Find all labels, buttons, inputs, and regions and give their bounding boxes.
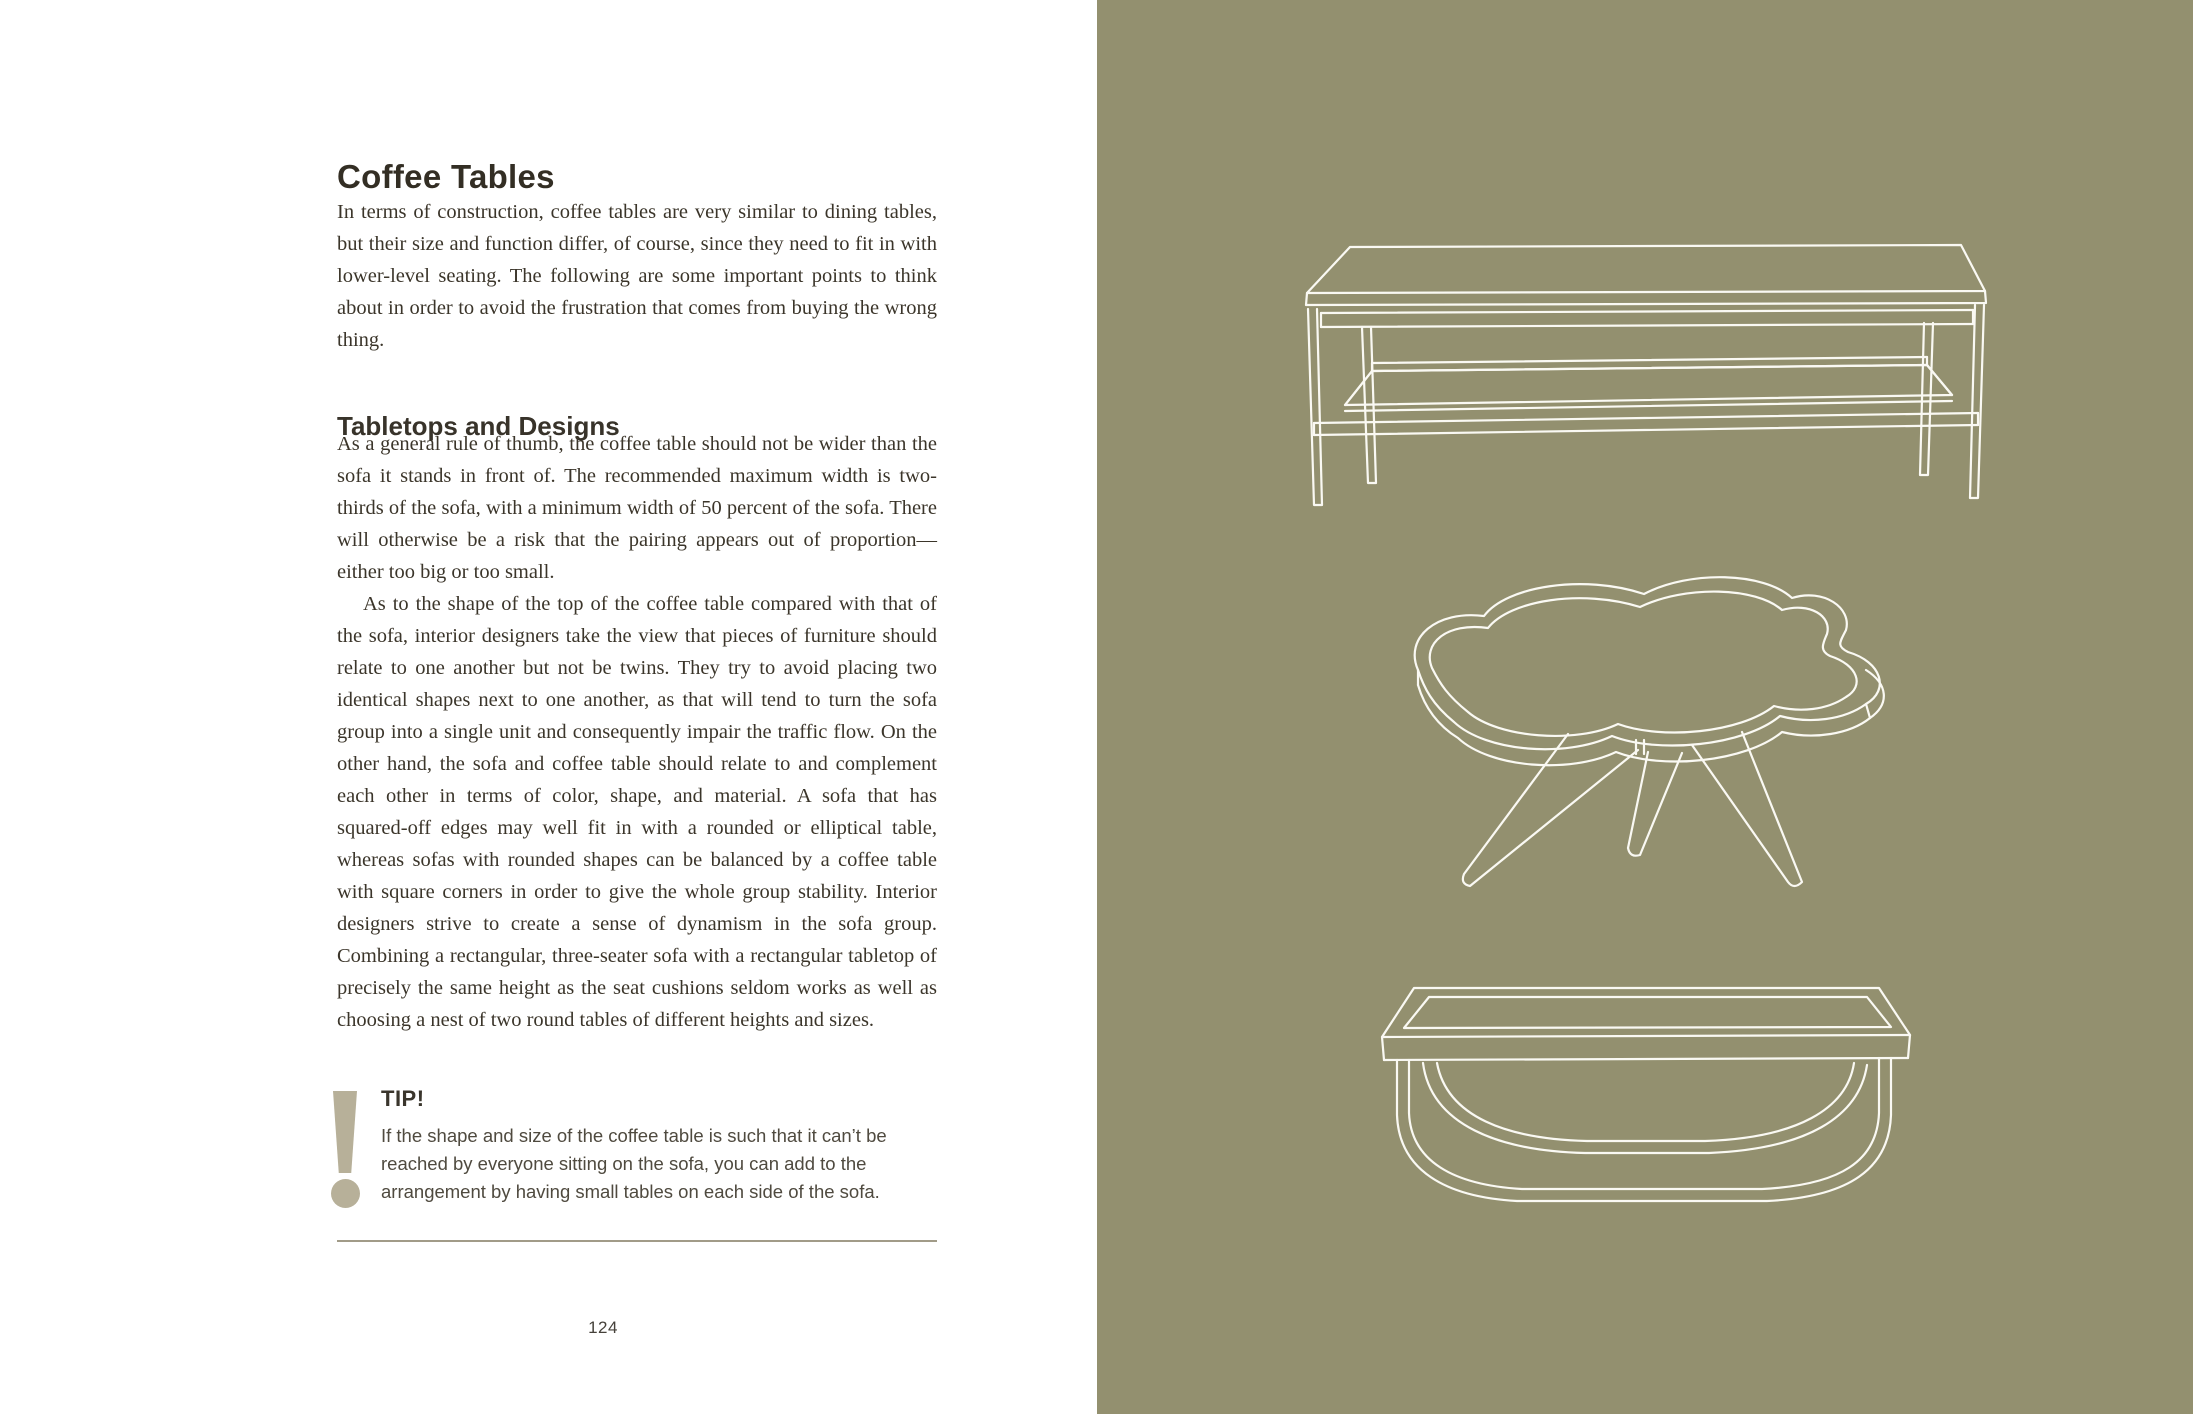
right-page	[1097, 0, 2193, 1414]
basket-table-drawing	[1357, 985, 1957, 1228]
organic-table-drawing	[1390, 552, 1915, 897]
page-title: Coffee Tables	[337, 158, 555, 196]
tip-text: If the shape and size of the coffee table is such that it can’t be reached by everyone sitting on the sofa, you can add to the arrangement by having small tables on each side of the sofa.	[381, 1125, 887, 1202]
intro-paragraph: In terms of construction, coffee tables are very similar to dining tables, but their size and function differ, of course, since they need to fit in with lower-level seating. The following are some important points to think about in order to avoid the frustration that comes from buying the wrong thing.	[337, 201, 937, 351]
section-body	[337, 428, 937, 1036]
tip-heading: TIP!	[381, 1086, 425, 1111]
rectangular-table-drawing	[1300, 243, 1990, 513]
section-paragraph-2: As to the shape of the top of the coffee table compared with that of the sofa, interior designers take the view that pieces of furniture should relate to one another but not be twins. They try to avoid placing two identical shapes next to one another, as that will tend to turn the sofa group into a single unit and consequently impair the traffic flow. On the other hand, the sofa and coffee table should relate to and complement each other in terms of color, shape, and material. A sofa that has squared-off edges may well fit in with a rounded or elliptical table, whereas sofas with rounded shapes can be balanced by a coffee table with square corners in order to give the whole group stability. Interior designers strive to create a sense of dynamism in the sofa group. Combining a rectangular, three-seater sofa with a rectangular tabletop of precisely the same height as the seat cushions seldom works as well as choosing a nest of two round tables of different heights and sizes.	[337, 593, 937, 1031]
page-number: 124	[588, 1318, 618, 1337]
exclamation-dot-icon	[331, 1179, 360, 1208]
section-heading: Tabletops and Designs	[337, 410, 620, 441]
basket-table-illustration	[1357, 985, 1957, 1228]
section-paragraph-1: As a general rule of thumb, the coffee table should not be wider than the sofa it stands in front of. The recommended maximum width is two-thirds of the sofa, with a minimum width of 50 percent of the sofa. There will otherwise be a risk that the pairing appears out of proportion—either too big or too small.	[337, 433, 937, 583]
divider-rule	[337, 1240, 937, 1242]
left-page	[0, 0, 1096, 1414]
rectangular-table-illustration	[1300, 243, 1990, 513]
exclamation-icon	[333, 1091, 357, 1173]
organic-table-illustration	[1390, 552, 1915, 897]
